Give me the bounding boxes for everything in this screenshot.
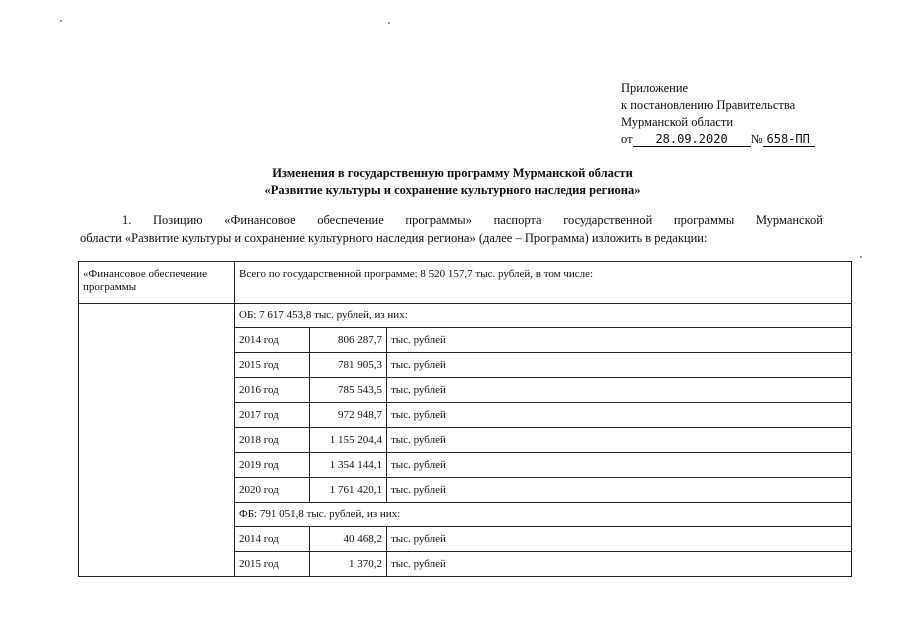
document-title: [0, 165, 905, 199]
appendix-date-row: [621, 131, 815, 148]
group-heading: ФБ: 791 051,8 тыс. рублей, из них:: [235, 503, 852, 527]
year-cell: 2018 год: [235, 428, 310, 453]
date-prefix: от: [621, 132, 633, 146]
resolution-date: 28.09.2020: [633, 132, 751, 147]
year-cell: 2015 год: [235, 552, 310, 577]
unit-cell: тыс. рублей: [387, 552, 852, 577]
appendix-region: Мурманской области: [621, 115, 734, 129]
instruction-paragraph: [80, 211, 823, 247]
unit-cell: тыс. рублей: [387, 403, 852, 428]
amount-cell: 1 761 420,1: [310, 478, 387, 503]
year-cell: 2019 год: [235, 453, 310, 478]
paragraph-line-2: области «Развитие культуры и сохранение культурного наследия региона» (далее – Программа) изложить в редакции:: [80, 231, 708, 245]
appendix-title: Приложение: [621, 81, 689, 95]
financing-table: [78, 261, 852, 577]
unit-cell: тыс. рублей: [387, 527, 852, 552]
table-header-row: [79, 262, 852, 304]
year-cell: 2017 год: [235, 403, 310, 428]
amount-cell: 806 287,7: [310, 328, 387, 353]
label-spacer-cell: [79, 304, 235, 577]
amount-cell: 1 354 144,1: [310, 453, 387, 478]
appendix-resolution: к постановлению Правительства: [621, 98, 796, 112]
year-cell: 2020 год: [235, 478, 310, 503]
paragraph-line-1: 1. Позицию «Финансовое обеспечение программы» паспорта государственной программы Мурманской: [122, 213, 823, 227]
year-cell: 2014 год: [235, 328, 310, 353]
year-cell: 2015 год: [235, 353, 310, 378]
amount-cell: 1 155 204,4: [310, 428, 387, 453]
position-label: «Финансовое обеспечение программы: [79, 262, 235, 304]
amount-cell: 785 543,5: [310, 378, 387, 403]
scan-artifact: [860, 256, 862, 258]
unit-cell: тыс. рублей: [387, 353, 852, 378]
unit-cell: тыс. рублей: [387, 453, 852, 478]
amount-cell: 972 948,7: [310, 403, 387, 428]
scan-artifact: [60, 20, 62, 22]
unit-cell: тыс. рублей: [387, 428, 852, 453]
scan-artifact: [388, 22, 390, 24]
year-cell: 2016 год: [235, 378, 310, 403]
year-cell: 2014 год: [235, 527, 310, 552]
unit-cell: тыс. рублей: [387, 378, 852, 403]
amount-cell: 1 370,2: [310, 552, 387, 577]
total-financing: Всего по государственной программе: 8 520 157,7 тыс. рублей, в том числе:: [235, 262, 852, 304]
unit-cell: тыс. рублей: [387, 328, 852, 353]
resolution-number: 658-ПП: [763, 132, 815, 147]
title-line-1: Изменения в государственную программу Мурманской области: [272, 166, 633, 180]
amount-cell: 781 905,3: [310, 353, 387, 378]
unit-cell: тыс. рублей: [387, 478, 852, 503]
number-prefix: №: [750, 132, 763, 146]
amount-cell: 40 468,2: [310, 527, 387, 552]
title-line-2: «Развитие культуры и сохранение культурного наследия региона»: [264, 183, 641, 197]
group-heading: ОБ: 7 617 453,8 тыс. рублей, из них:: [235, 304, 852, 328]
group-heading-row: [79, 304, 852, 328]
appendix-block: [621, 80, 815, 148]
